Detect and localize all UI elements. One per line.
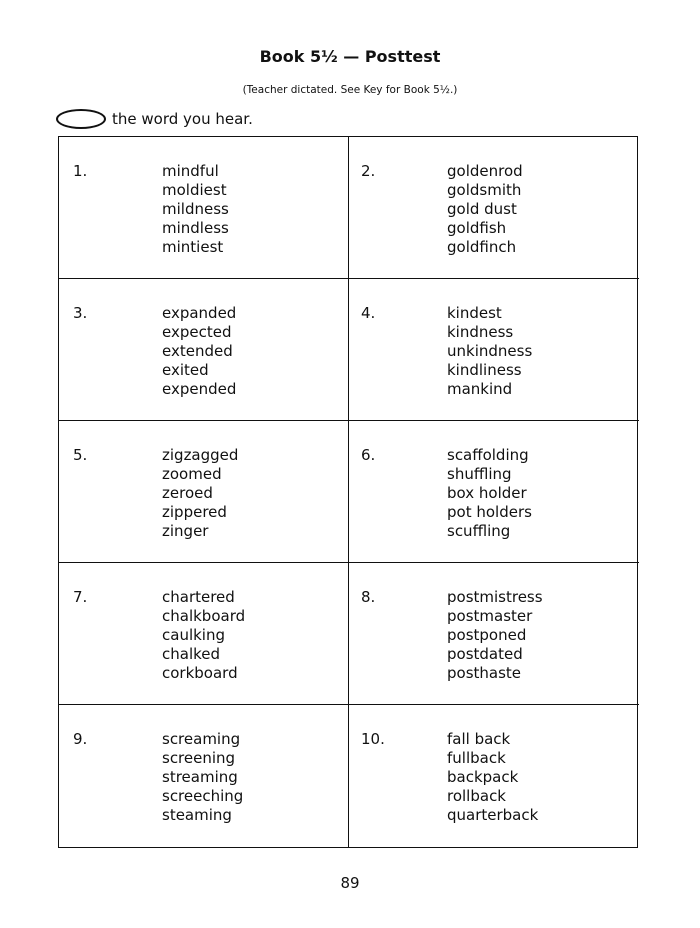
word-choice[interactable]: posthaste xyxy=(447,664,522,682)
word-choice[interactable]: quarterback xyxy=(447,806,539,824)
item-cell xyxy=(59,137,349,279)
word-choice[interactable]: fullback xyxy=(447,749,506,767)
word-choice[interactable]: expected xyxy=(162,323,232,341)
item-number: 5. xyxy=(73,446,88,464)
item-number: 1. xyxy=(73,162,88,180)
word-choices xyxy=(447,730,538,825)
page-subtitle: (Teacher dictated. See Key for Book 5½.) xyxy=(242,84,458,96)
item-cell xyxy=(349,705,639,847)
item-number: 7. xyxy=(73,588,88,606)
word-choice[interactable]: box holder xyxy=(447,484,527,502)
item-cell xyxy=(349,137,639,279)
word-choices xyxy=(162,162,229,257)
word-choice[interactable]: extended xyxy=(162,342,233,360)
word-choice[interactable]: screaming xyxy=(162,730,241,748)
word-choice[interactable]: zigzagged xyxy=(162,446,239,464)
word-choice[interactable]: mankind xyxy=(447,380,513,398)
oval-icon xyxy=(56,109,106,129)
word-choice[interactable]: expanded xyxy=(162,304,237,322)
item-cell xyxy=(59,705,349,847)
word-choice[interactable]: rollback xyxy=(447,787,506,805)
word-choice[interactable]: unkindness xyxy=(447,342,533,360)
word-choice[interactable]: mindful xyxy=(162,162,219,180)
word-choices xyxy=(447,304,532,399)
word-choice[interactable]: backpack xyxy=(447,768,519,786)
word-choice[interactable]: exited xyxy=(162,361,209,379)
word-choice[interactable]: kindness xyxy=(447,323,514,341)
word-grid xyxy=(58,136,638,848)
item-number: 8. xyxy=(361,588,376,606)
word-choices xyxy=(162,304,236,399)
page-number: 89 xyxy=(340,874,360,892)
item-cell xyxy=(349,279,639,421)
item-cell xyxy=(59,421,349,563)
word-choices xyxy=(162,446,238,541)
word-choices xyxy=(447,588,543,683)
word-choice[interactable]: postdated xyxy=(447,645,523,663)
item-cell xyxy=(59,279,349,421)
word-choice[interactable]: scaffolding xyxy=(447,446,529,464)
word-choice[interactable]: zinger xyxy=(162,522,209,540)
word-choice[interactable]: mintiest xyxy=(162,238,224,256)
page-title: Book 5½ — Posttest xyxy=(259,47,441,66)
word-choice[interactable]: corkboard xyxy=(162,664,238,682)
word-choice[interactable]: goldenrod xyxy=(447,162,523,180)
word-choice[interactable]: goldfinch xyxy=(447,238,517,256)
item-number: 9. xyxy=(73,730,88,748)
word-choice[interactable]: mildness xyxy=(162,200,229,218)
word-choice[interactable]: mindless xyxy=(162,219,229,237)
word-choices xyxy=(162,730,243,825)
word-choice[interactable]: shuffling xyxy=(447,465,512,483)
word-choice[interactable]: gold dust xyxy=(447,200,517,218)
item-cell xyxy=(59,563,349,705)
word-choice[interactable]: zippered xyxy=(162,503,227,521)
word-choices xyxy=(447,162,523,257)
word-choice[interactable]: kindest xyxy=(447,304,502,322)
word-choice[interactable]: fall back xyxy=(447,730,511,748)
instruction-text: the word you hear. xyxy=(112,110,253,128)
item-cell xyxy=(349,421,639,563)
item-number: 2. xyxy=(361,162,376,180)
word-choice[interactable]: scuffling xyxy=(447,522,511,540)
word-choice[interactable]: pot holders xyxy=(447,503,532,521)
word-choice[interactable]: postmistress xyxy=(447,588,543,606)
word-choice[interactable]: screening xyxy=(162,749,236,767)
word-choice[interactable]: steaming xyxy=(162,806,232,824)
word-choice[interactable]: streaming xyxy=(162,768,238,786)
word-choice[interactable]: goldsmith xyxy=(447,181,522,199)
word-choices xyxy=(162,588,245,683)
word-choice[interactable]: kindliness xyxy=(447,361,522,379)
word-choice[interactable]: postmaster xyxy=(447,607,533,625)
instruction xyxy=(56,108,253,130)
word-choice[interactable]: moldiest xyxy=(162,181,227,199)
word-choice[interactable]: goldfish xyxy=(447,219,507,237)
word-choice[interactable]: chartered xyxy=(162,588,235,606)
word-choice[interactable]: chalkboard xyxy=(162,607,246,625)
word-choice[interactable]: expended xyxy=(162,380,237,398)
word-choice[interactable]: zoomed xyxy=(162,465,222,483)
word-choice[interactable]: screeching xyxy=(162,787,244,805)
word-choice[interactable]: postponed xyxy=(447,626,527,644)
word-choice[interactable]: caulking xyxy=(162,626,225,644)
item-number: 6. xyxy=(361,446,376,464)
word-choices xyxy=(447,446,532,541)
word-choice[interactable]: zeroed xyxy=(162,484,213,502)
item-number: 3. xyxy=(73,304,88,322)
word-choice[interactable]: chalked xyxy=(162,645,221,663)
item-number: 10. xyxy=(361,730,385,748)
item-number: 4. xyxy=(361,304,376,322)
item-cell xyxy=(349,563,639,705)
